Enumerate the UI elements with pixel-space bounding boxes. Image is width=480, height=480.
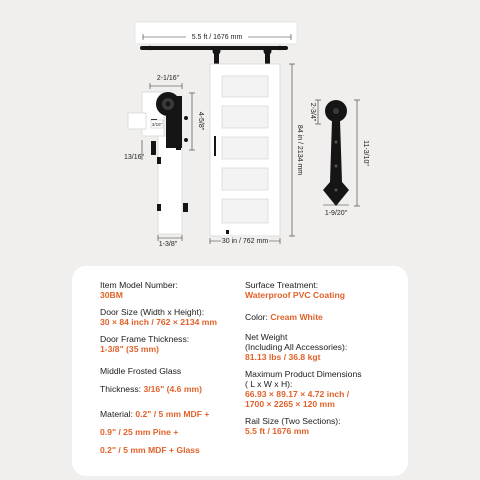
rail-stopper-right	[278, 46, 282, 50]
glass-panel	[222, 76, 268, 97]
spec-glass-thickness	[100, 361, 240, 397]
spec-column-right	[245, 280, 405, 443]
strap-width-dimension	[323, 205, 349, 217]
spec-door-size	[100, 307, 240, 327]
spec-color	[245, 307, 405, 325]
spec-value: 0.2" / 5 mm MDF + 0.9" / 25 mm Pine + 0.2" / 5 mm MDF + Glass	[100, 409, 210, 455]
side-profile-view	[128, 92, 188, 234]
spec-value: 30BM	[100, 290, 123, 300]
floor-guide	[226, 230, 229, 234]
hanger-width-dimension	[150, 75, 182, 89]
spec-net-weight	[245, 332, 405, 362]
strap-length-label: 11-3/10"	[362, 140, 369, 166]
spec-value: 5.5 ft / 1676 mm	[245, 426, 310, 436]
spec-max-dimensions	[245, 369, 405, 409]
strap-length-dimension	[354, 100, 369, 206]
glass-panel	[222, 106, 268, 128]
spec-label: Item Model Number:	[100, 280, 178, 290]
spec-model-number	[100, 280, 240, 300]
spec-column-left	[100, 280, 240, 465]
spec-label: Door Size (Width x Height):	[100, 307, 205, 317]
glass-panel	[222, 168, 268, 190]
door-handle	[214, 136, 216, 156]
spec-surface-treatment	[245, 280, 405, 300]
spec-rail-size	[245, 416, 405, 436]
stopper-label: 13/16"	[124, 154, 145, 161]
spec-label: Rail Size (Two Sections):	[245, 416, 341, 426]
spec-value: Waterproof PVC Coating	[245, 290, 345, 300]
rail-stopper-left	[148, 46, 152, 50]
spec-value: 30 × 84 inch / 762 × 2134 mm	[100, 317, 218, 327]
barn-door	[210, 64, 280, 236]
strap-top-label: 2-3/4"	[309, 102, 316, 122]
hanger-height-label: 4-5/8"	[197, 111, 204, 131]
spec-value: 81.13 lbs / 36.8 kgt	[245, 352, 321, 362]
spec-label: Net Weight (Including All Accessories):	[245, 332, 348, 352]
door-width-dimension	[210, 236, 280, 245]
glass-panel	[222, 137, 268, 159]
strap-width-label: 1-9/20"	[324, 210, 348, 217]
hanger-width-label: 2-1/16"	[156, 75, 180, 82]
spec-label: Door Frame Thickness:	[100, 334, 190, 344]
door-width-label: 30 in / 762 mm	[221, 238, 269, 245]
hanger-height-dimension	[189, 93, 204, 150]
spec-value: Cream White	[270, 312, 323, 322]
spec-material	[100, 404, 240, 458]
strap-detail	[323, 100, 349, 206]
door-edge-profile	[158, 136, 182, 234]
glass-panel	[222, 199, 268, 223]
spec-label: Maximum Product Dimensions ( L x W x H):	[245, 369, 362, 389]
frame-thickness-label: 1-3/8"	[158, 241, 178, 248]
spec-frame-thickness	[100, 334, 240, 354]
roller-offset-label: 3/16"	[151, 122, 163, 127]
spec-card	[72, 266, 408, 476]
stopper-dimension	[124, 140, 145, 161]
spec-value: 1-3/8" (35 mm)	[100, 344, 160, 354]
spec-label: Color:	[245, 312, 271, 322]
strap-arrow-body	[323, 120, 349, 206]
spec-value: 66.93 × 89.17 × 4.72 inch / 1700 × 2265 × 120 mm	[245, 389, 350, 409]
door-height-dimension	[289, 64, 303, 236]
strap-top-dimension	[309, 100, 321, 124]
spec-value: 3/16" (4.6 mm)	[143, 384, 202, 394]
track-profile	[128, 113, 146, 129]
door-height-label: 84 in / 2134 mm	[296, 124, 303, 176]
spec-label: Middle Frosted Glass Thickness:	[100, 366, 182, 394]
spec-label: Surface Treatment:	[245, 280, 319, 290]
spec-label: Material:	[100, 409, 136, 419]
rail-length-label: 5.5 ft / 1676 mm	[191, 34, 243, 41]
frame-thickness-dimension	[158, 235, 182, 248]
